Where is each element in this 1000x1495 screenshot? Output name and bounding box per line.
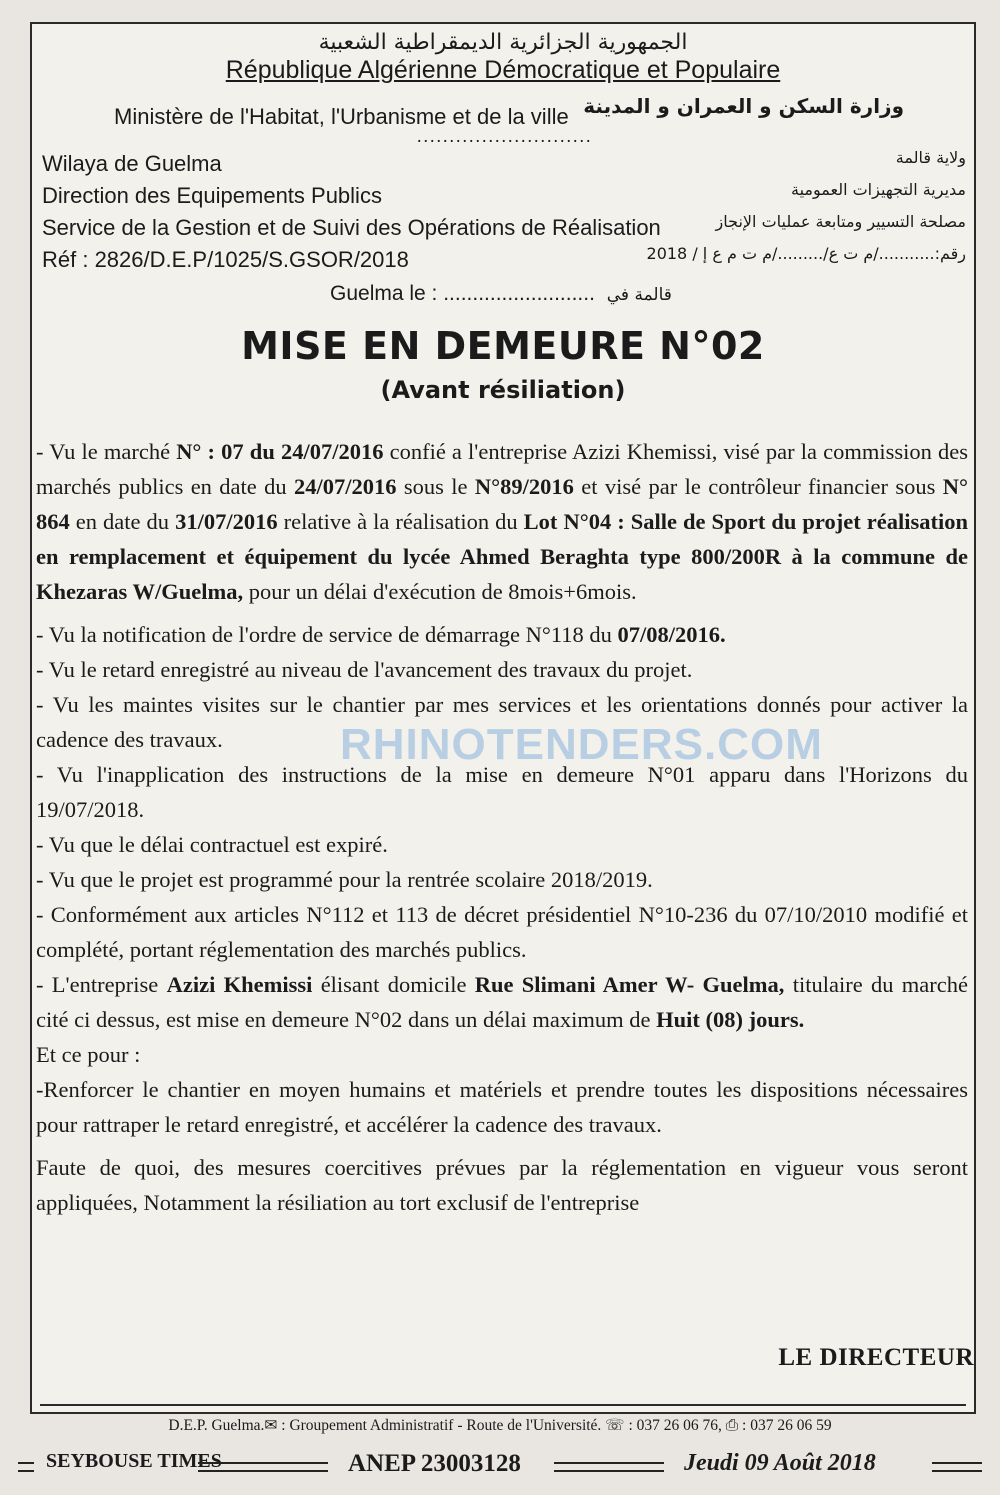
text-run: et visé par le contrôleur financier sous xyxy=(573,474,943,499)
place-date-line xyxy=(330,282,672,306)
paragraph-1 xyxy=(36,434,968,609)
paragraph-5: - Vu l'inapplication des instructions de la mise en demeure N°01 apparu dans l'Horizons du 19/07/2018. xyxy=(36,762,968,822)
footer-rule-left xyxy=(18,1462,34,1472)
text-run: titulaire du marché cité ci dessus, est mise en demeure N°02 dans un délai maximum de xyxy=(36,972,968,1032)
text-run: - L'entreprise xyxy=(36,972,167,997)
watermark: RHINOTENDERS.COM xyxy=(340,720,823,769)
wilaya-arabic: ولاية قالمة xyxy=(895,148,966,167)
text-run: élisant domicile xyxy=(312,972,475,997)
footer-rule-mid-right xyxy=(554,1462,664,1472)
paragraph-9 xyxy=(36,967,968,1037)
bold-run: N°89/2016 xyxy=(474,474,574,499)
text-run: pour un délai d'exécution de 8mois+6mois. xyxy=(243,579,637,604)
paragraph-2 xyxy=(36,617,968,652)
bold-run: N° 864 xyxy=(36,474,969,534)
republic-french: République Algérienne Démocratique et Populaire xyxy=(225,56,781,84)
bold-run: Rue Slimani Amer W- Guelma, xyxy=(474,972,785,997)
bold-run: 07/08/2016. xyxy=(617,622,726,647)
paragraph-4: - Vu les maintes visites sur le chantier par mes services et les orientations donnés pour activer la cadence des travaux. xyxy=(36,692,968,752)
direction-arabic: مديرية التجهيزات العمومية xyxy=(791,180,966,199)
paragraph-10: Et ce pour : xyxy=(36,1042,141,1067)
place-date-arabic: قالمة في xyxy=(606,285,672,305)
text-run: sous le xyxy=(396,474,475,499)
bold-run: Huit (08) jours. xyxy=(656,1007,805,1032)
issuer-block xyxy=(42,148,661,276)
paragraph-7: - Vu que le projet est programmé pour la rentrée scolaire 2018/2019. xyxy=(36,867,653,892)
text-run: relative à la réalisation du xyxy=(277,509,524,534)
publication-date: Jeudi 09 Août 2018 xyxy=(684,1450,876,1476)
footer-rule-right xyxy=(932,1462,982,1472)
reference-arabic: رقم:.........../م ت ع/........./م ت م ع إ / 2018 xyxy=(646,244,966,263)
ministry-arabic: وزارة السكن و العمران و المدينة xyxy=(583,94,904,118)
newspaper-name: SEYBOUSE TIMES xyxy=(46,1450,222,1472)
text-run: confié a l'entreprise Azizi Khemissi, visé par la commission des marchés publics en date du xyxy=(36,439,968,499)
anep-number: ANEP 23003128 xyxy=(348,1450,521,1477)
footer-contact-info: D.E.P. Guelma.✉ : Groupement Administratif - Route de l'Université. ☏ : 037 26 06 76, ⎙ : 037 26 06 59 xyxy=(168,1417,832,1434)
bold-run: 31/07/2016 xyxy=(175,509,278,534)
paragraph-3: - Vu le retard enregistré au niveau de l'avancement des travaux du projet. xyxy=(36,657,693,682)
document-subtitle: (Avant résiliation) xyxy=(380,376,626,404)
paragraph-11: -Renforcer le chantier en moyen humains et matériels et prendre toutes les dispositions nécessaires pour rattraper le retard enregistré, et accélérer la cadence des travaux. xyxy=(36,1077,968,1137)
place-date-french: Guelma le : .......................... xyxy=(330,282,595,305)
paragraph-12: Faute de quoi, des mesures coercitives prévues par la réglementation en vigueur vous seront appliquées, Notamment la résiliation au tort exclusif de l'entreprise xyxy=(36,1155,968,1215)
wilaya-french: Wilaya de Guelma xyxy=(42,151,222,176)
paragraph-8: - Conformément aux articles N°112 et 113 de décret présidentiel N°10-236 du 07/10/2010 modifié et complété, portant réglementation des marchés publics. xyxy=(36,902,968,962)
text-run: - Vu le marché xyxy=(36,439,177,464)
footer-rule-mid-left xyxy=(198,1462,328,1472)
newspaper-footer-bar xyxy=(18,1450,982,1480)
text-run: - Vu la notification de l'ordre de service de démarrage N°118 du xyxy=(36,622,618,647)
bold-run: N° : 07 du 24/07/2016 xyxy=(176,439,384,464)
bold-run: Lot N°04 : Salle de Sport du projet réalisation en remplacement et équipement du lycée Ahmed Beraghta type 800/200R à la commune de Khezaras W/Guelma, xyxy=(36,509,968,604)
footer-divider xyxy=(40,1404,966,1406)
notice-frame xyxy=(30,22,976,1414)
notice-body xyxy=(36,434,968,1220)
bold-run: Azizi Khemissi xyxy=(166,972,313,997)
service-french: Service de la Gestion et de Suivi des Opérations de Réalisation xyxy=(42,215,661,240)
ministry-french: Ministère de l'Habitat, l'Urbanisme et de la ville xyxy=(114,104,569,129)
signature-title: LE DIRECTEUR xyxy=(778,1344,974,1371)
reference-french: Réf : 2826/D.E.P/1025/S.GSOR/2018 xyxy=(42,247,409,272)
text-run: en date du xyxy=(69,509,176,534)
header-dots: ........................... xyxy=(417,126,593,146)
direction-french: Direction des Equipements Publics xyxy=(42,183,382,208)
document-title: MISE EN DEMEURE N°02 xyxy=(241,324,765,368)
service-arabic: مصلحة التسيير ومتابعة عمليات الإنجاز xyxy=(715,212,966,231)
bold-run: 24/07/2016 xyxy=(294,474,397,499)
republic-arabic: الجمهورية الجزائرية الديمقراطية الشعبية xyxy=(318,30,688,55)
paragraph-6: - Vu que le délai contractuel est expiré. xyxy=(36,832,388,857)
